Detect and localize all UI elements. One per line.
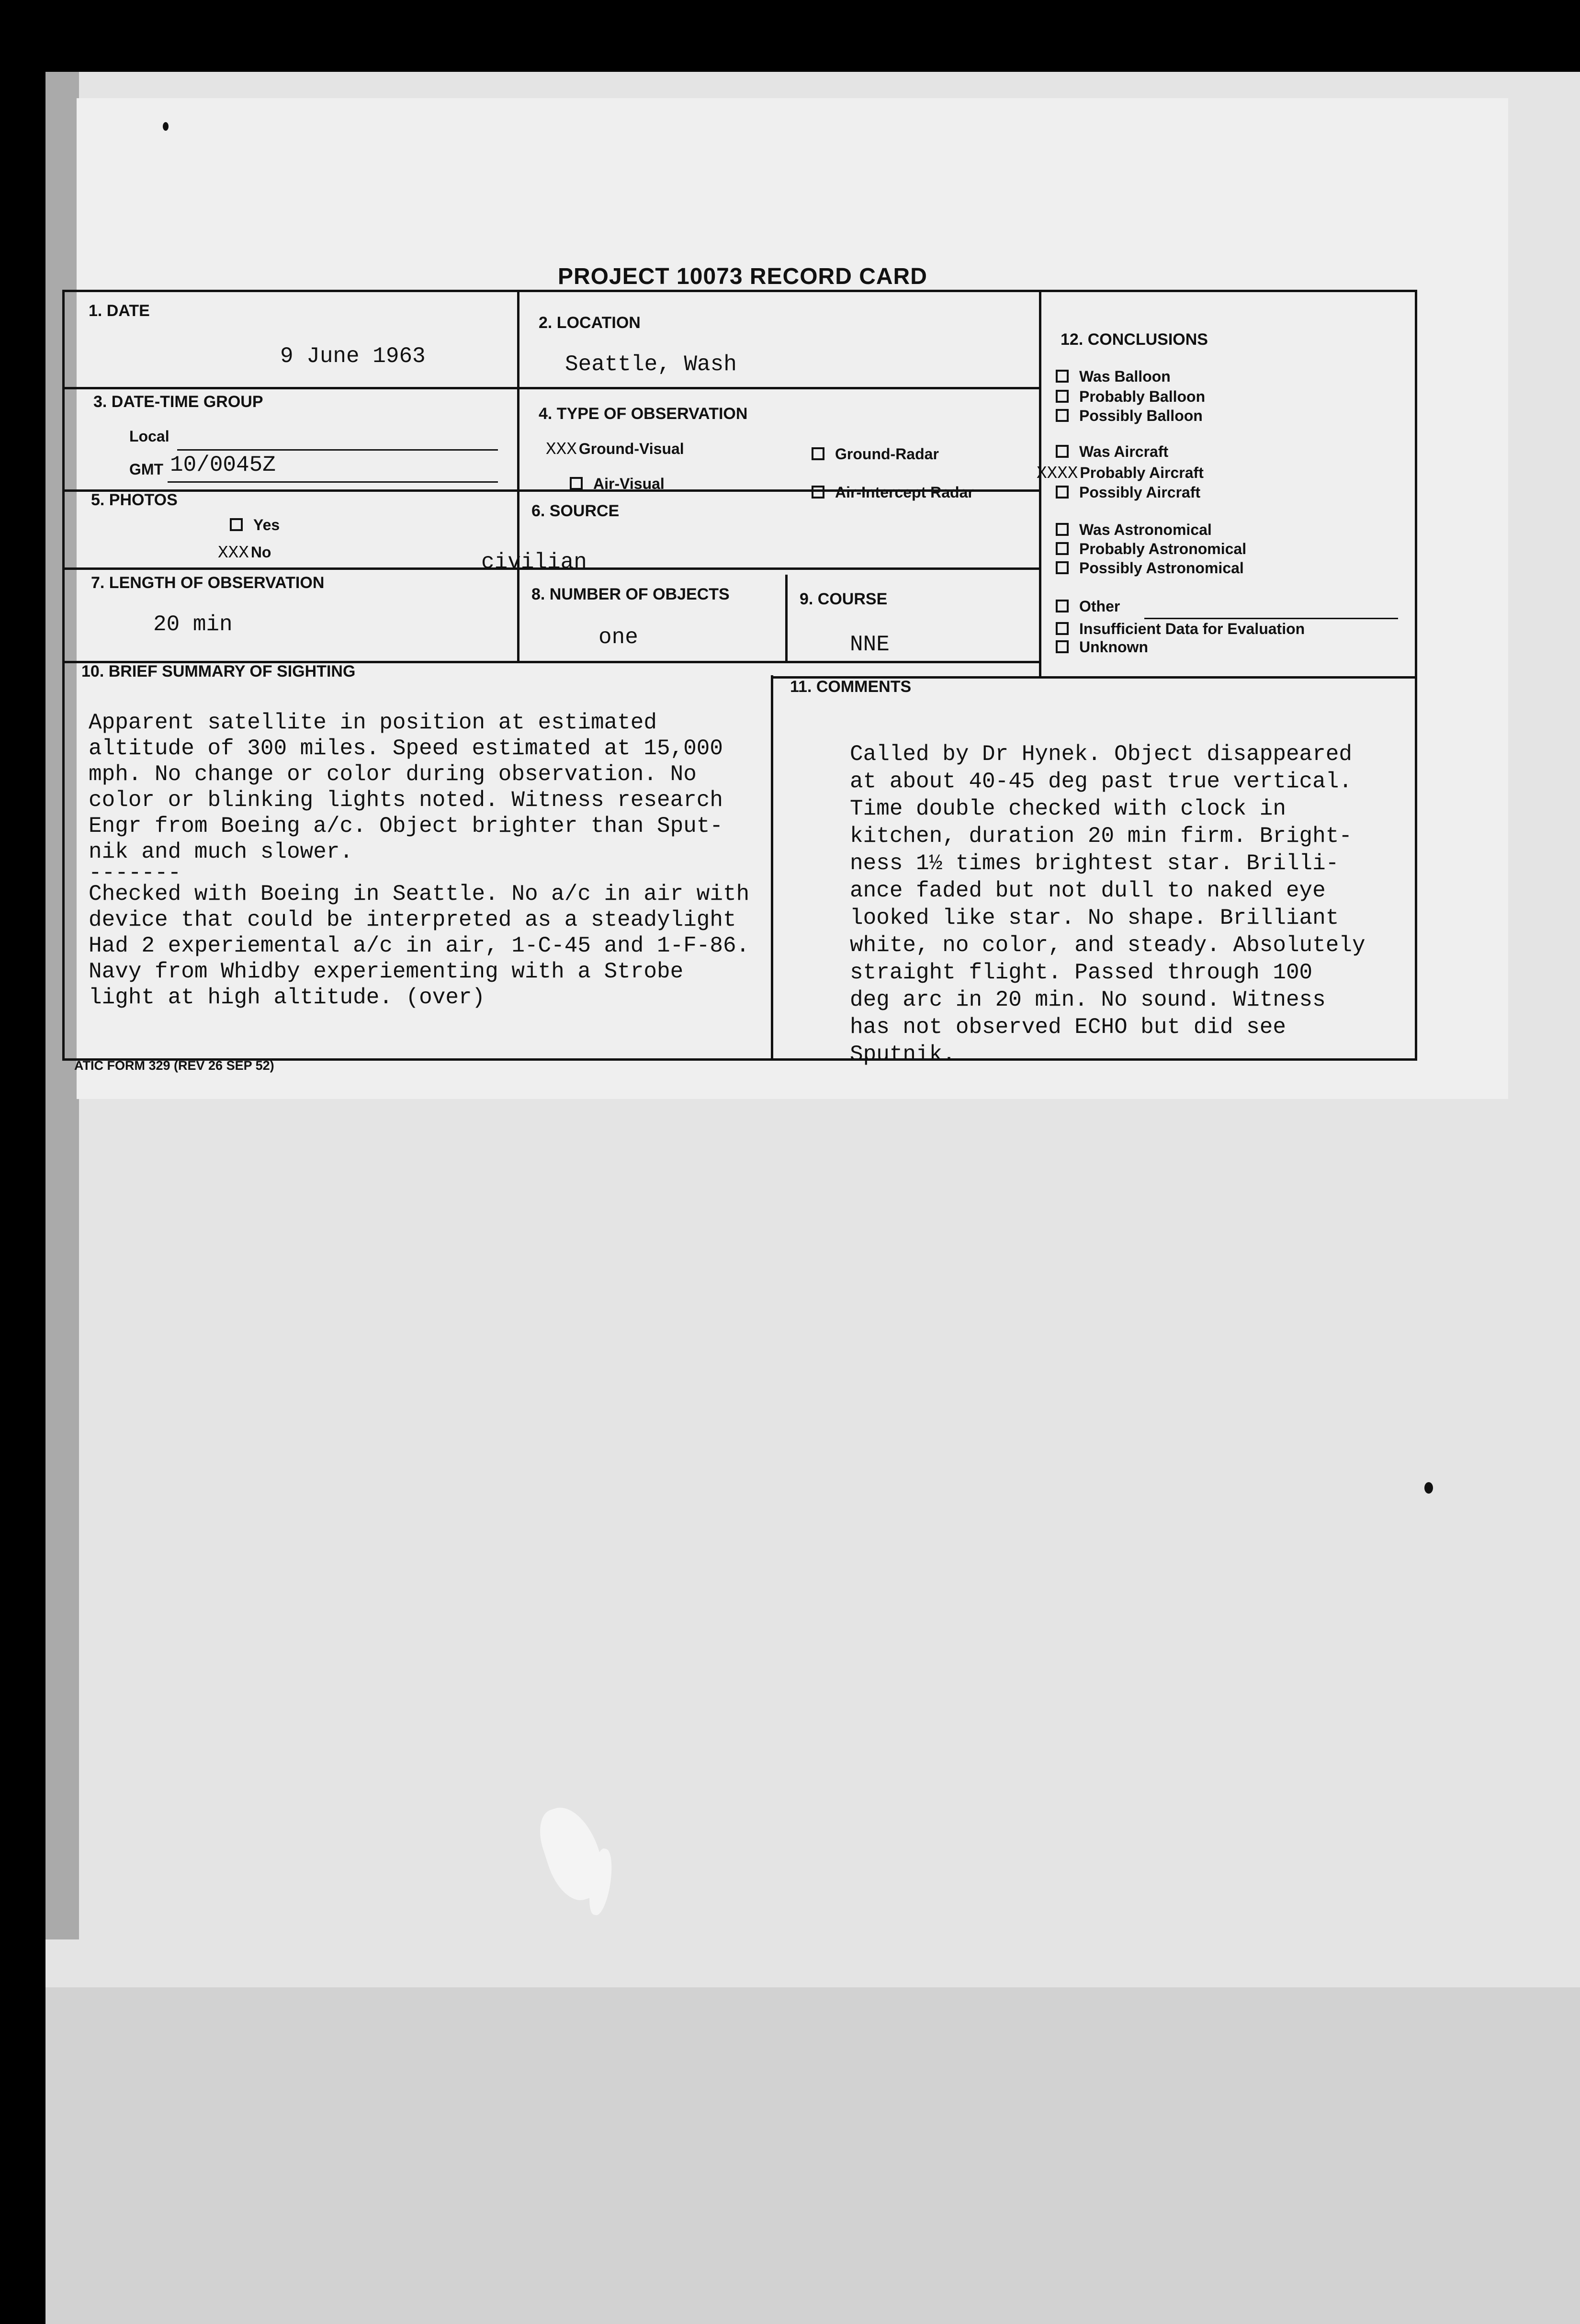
summary-label: 10. BRIEF SUMMARY OF SIGHTING bbox=[81, 662, 356, 680]
summary-line: light at high altitude. (over) bbox=[89, 985, 485, 1010]
date-value: 9 June 1963 bbox=[280, 344, 426, 369]
checkbox-icon bbox=[1056, 622, 1069, 635]
option-ground-visual: XXX Ground-Visual bbox=[546, 440, 684, 459]
card-title: PROJECT 10073 RECORD CARD bbox=[558, 264, 927, 289]
divider bbox=[517, 290, 519, 663]
source-value: civilian bbox=[481, 550, 587, 575]
comments-line: has not observed ECHO but did see bbox=[850, 1015, 1286, 1040]
film-speck bbox=[163, 122, 169, 131]
comments-line: deg arc in 20 min. No sound. Witness bbox=[850, 987, 1326, 1012]
summary-line: Apparent satellite in position at estimated bbox=[89, 710, 657, 735]
course-value: NNE bbox=[850, 632, 890, 657]
checkbox-icon bbox=[812, 486, 824, 499]
comments-line: Sputnik. bbox=[850, 1042, 956, 1067]
checkbox-icon bbox=[1056, 542, 1069, 555]
comments-line: kitchen, duration 20 min firm. Bright- bbox=[850, 824, 1352, 849]
conclusion-other: Other bbox=[1056, 598, 1120, 615]
gmt-label: GMT bbox=[129, 461, 164, 478]
photos-label: 5. PHOTOS bbox=[91, 491, 178, 509]
other-line bbox=[1144, 618, 1398, 619]
checkbox-icon bbox=[1056, 640, 1069, 653]
summary-line: device that could be interpreted as a steadylight bbox=[89, 907, 736, 932]
gmt-value: 10/0045Z bbox=[170, 453, 276, 477]
location-label: 2. LOCATION bbox=[539, 314, 641, 332]
comments-text bbox=[850, 714, 1366, 1068]
comments-label: 11. COMMENTS bbox=[790, 678, 912, 696]
local-line bbox=[177, 449, 498, 451]
gmt-line bbox=[168, 481, 498, 483]
film-speck bbox=[1424, 1482, 1433, 1494]
checkbox-icon bbox=[1056, 409, 1069, 422]
location-value: Seattle, Wash bbox=[565, 352, 737, 377]
photos-option-yes: Yes bbox=[230, 516, 280, 534]
divider bbox=[785, 575, 788, 661]
divider bbox=[771, 675, 773, 1061]
number-of-objects-label: 8. NUMBER OF OBJECTS bbox=[531, 585, 730, 603]
summary-line: Navy from Whidby experiementing with a Strobe bbox=[89, 959, 684, 984]
comments-line: looked like star. No shape. Brilliant bbox=[850, 906, 1339, 930]
checkbox-icon bbox=[1056, 486, 1069, 499]
summary-text bbox=[89, 684, 749, 1010]
option-air-visual: Air-Visual bbox=[570, 475, 665, 493]
summary-line: Engr from Boeing a/c. Object brighter than Sput- bbox=[89, 814, 723, 839]
summary-line: Had 2 experiemental a/c in air, 1-C-45 and 1-F-86. bbox=[89, 933, 750, 958]
checkbox-icon bbox=[1056, 523, 1069, 536]
checkbox-icon bbox=[230, 518, 243, 531]
conclusions-label: 12. CONCLUSIONS bbox=[1061, 330, 1208, 349]
conclusion-possibly-aircraft: Possibly Aircraft bbox=[1056, 484, 1200, 501]
checkbox-icon bbox=[570, 477, 583, 490]
comments-line: ance faded but not dull to naked eye bbox=[850, 878, 1326, 903]
checkbox-icon bbox=[1056, 390, 1069, 403]
conclusion-was-astronomical: Was Astronomical bbox=[1056, 521, 1212, 539]
photos-option-no: XXX No bbox=[218, 543, 271, 563]
conclusion-was-balloon: Was Balloon bbox=[1056, 368, 1171, 385]
divider bbox=[62, 387, 1039, 389]
divider bbox=[1039, 290, 1041, 678]
summary-line: nik and much slower. bbox=[89, 839, 353, 864]
conclusion-unknown: Unknown bbox=[1056, 638, 1148, 656]
comments-line: straight flight. Passed through 100 bbox=[850, 960, 1313, 985]
check-mark: XXXX bbox=[1037, 464, 1078, 483]
sheet-lower-area bbox=[45, 1987, 1580, 2324]
course-label: 9. COURSE bbox=[800, 590, 888, 608]
summary-line: altitude of 300 miles. Speed estimated at 15,000 bbox=[89, 736, 723, 761]
length-of-observation-value: 20 min bbox=[153, 612, 233, 637]
comments-line: Called by Dr Hynek. Object disappeared bbox=[850, 742, 1352, 767]
checkbox-icon bbox=[1056, 600, 1069, 612]
comments-line: ness 1½ times brightest star. Brilli- bbox=[850, 851, 1339, 876]
type-of-observation-label: 4. TYPE OF OBSERVATION bbox=[539, 405, 748, 423]
conclusion-probably-astronomical: Probably Astronomical bbox=[1056, 540, 1246, 558]
checkbox-icon bbox=[1056, 370, 1069, 383]
comments-line: white, no color, and steady. Absolutely bbox=[850, 933, 1366, 958]
comments-line: at about 40-45 deg past true vertical. bbox=[850, 769, 1352, 794]
checkbox-icon bbox=[812, 447, 824, 460]
checkbox-icon bbox=[1056, 445, 1069, 458]
conclusion-probably-balloon: Probably Balloon bbox=[1056, 388, 1205, 406]
checkbox-icon bbox=[1056, 561, 1069, 574]
summary-line: Checked with Boeing in Seattle. No a/c in air with bbox=[89, 882, 750, 907]
summary-line: ------- bbox=[89, 861, 181, 885]
option-ground-radar: Ground-Radar bbox=[812, 445, 939, 463]
number-of-objects-value: one bbox=[598, 625, 638, 650]
option-air-intercept-radar: Air-Intercept Radar bbox=[812, 484, 974, 501]
date-label: 1. DATE bbox=[89, 302, 150, 320]
conclusion-possibly-balloon: Possibly Balloon bbox=[1056, 407, 1203, 425]
date-time-group-label: 3. DATE-TIME GROUP bbox=[93, 393, 263, 411]
conclusion-insufficient-data: Insufficient Data for Evaluation bbox=[1056, 620, 1305, 638]
form-number: ATIC FORM 329 (REV 26 SEP 52) bbox=[74, 1058, 274, 1073]
check-mark: XXX bbox=[218, 543, 249, 563]
conclusion-possibly-astronomical: Possibly Astronomical bbox=[1056, 559, 1244, 577]
local-label: Local bbox=[129, 428, 169, 445]
comments-line: Time double checked with clock in bbox=[850, 796, 1286, 821]
conclusion-probably-aircraft: XXXX Probably Aircraft bbox=[1037, 464, 1204, 483]
length-of-observation-label: 7. LENGTH OF OBSERVATION bbox=[91, 574, 325, 592]
summary-line: color or blinking lights noted. Witness research bbox=[89, 788, 723, 813]
conclusion-was-aircraft: Was Aircraft bbox=[1056, 443, 1168, 461]
source-label: 6. SOURCE bbox=[531, 502, 620, 520]
summary-line: mph. No change or color during observation. No bbox=[89, 762, 697, 787]
check-mark: XXX bbox=[546, 440, 577, 459]
